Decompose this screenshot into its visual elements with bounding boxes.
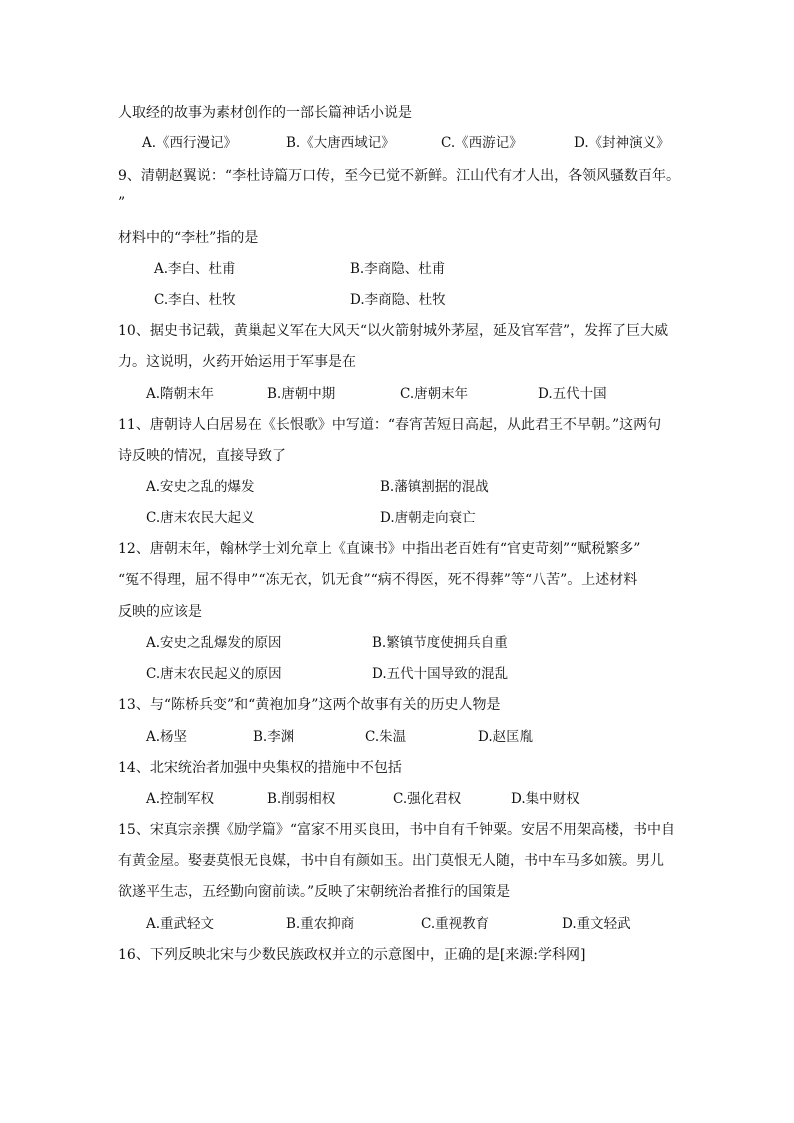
q9-option-a: A.李白、杜甫 xyxy=(154,261,236,277)
q9-option-c: C.李白、杜牧 xyxy=(154,292,236,308)
q9-stem-line-3: 材料中的“李杜”指的是 xyxy=(118,230,259,246)
q11-option-c: C.唐末农民大起义 xyxy=(146,510,255,526)
q15-option-b: B.重农抑商 xyxy=(286,916,355,932)
q15-stem-line-3: 欲遂平生志，五经勤向窗前读。”反映了宋朝统治者推行的国策是 xyxy=(118,884,511,900)
q14-stem-line-1: 14、北宋统治者加强中央集权的措施中不包括 xyxy=(118,760,402,776)
q8-stem-tail: 人取经的故事为素材创作的一部长篇神话小说是 xyxy=(118,105,412,121)
q15-option-c: C.重视教育 xyxy=(421,916,490,932)
q10-option-d: D.五代十国 xyxy=(538,386,607,402)
q10-stem-line-2: 力。这说明，火药开始运用于军事是在 xyxy=(118,354,356,370)
q14-option-d: D.集中财权 xyxy=(511,791,580,807)
q13-option-d: D.赵匡胤 xyxy=(478,729,534,745)
q14-option-b: B.削弱相权 xyxy=(267,791,336,807)
q15-option-a: A.重武轻文 xyxy=(146,916,215,932)
q16-stem-line-1: 16、下列反映北宋与少数民族政权并立的示意图中，正确的是[来源:学科网] xyxy=(118,947,586,963)
q10-option-a: A.隋朝末年 xyxy=(146,386,215,402)
q11-stem-line-2: 诗反映的情况，直接导致了 xyxy=(118,448,286,464)
q11-option-d: D.唐朝走向衰亡 xyxy=(380,510,476,526)
q15-stem-line-1: 15、宋真宗亲撰《励学篇》“富家不用买良田，书中自有千钟粟。安居不用架高楼，书中自 xyxy=(118,822,675,838)
q8-option-a: A.《西行漫记》 xyxy=(142,135,238,151)
q9-stem-line-1: 9、清朝赵翼说：“李杜诗篇万口传，至今已觉不新鲜。江山代有才人出，各领风骚数百年。 xyxy=(118,168,681,184)
q10-stem-line-1: 10、据史书记载，黄巢起义军在大风天“以火箭射城外茅屋，延及官军营”，发挥了巨大威 xyxy=(118,323,669,339)
q13-option-a: A.杨坚 xyxy=(146,729,188,745)
q11-option-a: A.安史之乱的爆发 xyxy=(146,479,255,495)
q12-stem-line-1: 12、唐朝末年，翰林学士刘允章上《直谏书》中指出老百姓有“官吏苛刻”“赋税繁多” xyxy=(118,541,641,557)
q12-stem-line-2: “冤不得理，屈不得申”“冻无衣，饥无食”“病不得医，死不得葬”等“八苦”。上述材料 xyxy=(118,572,638,588)
q12-stem-line-3: 反映的应该是 xyxy=(118,604,202,620)
q9-stem-line-2: ” xyxy=(118,195,126,211)
q11-stem-line-1: 11、唐朝诗人白居易在《长恨歌》中写道：“春宵苦短日高起，从此君王不早朝。”这两句 xyxy=(118,417,662,433)
q12-option-b: B.繁镇节度使拥兵自重 xyxy=(372,635,508,651)
q8-option-c: C.《西游记》 xyxy=(441,135,523,151)
q14-option-a: A.控制军权 xyxy=(146,791,215,807)
q12-option-c: C.唐末农民起义的原因 xyxy=(146,666,282,682)
q9-option-d: D.李商隐、杜牧 xyxy=(350,292,446,308)
q13-option-b: B.李渊 xyxy=(253,729,295,745)
q15-stem-line-2: 有黄金屋。娶妻莫恨无良媒，书中自有颜如玉。出门莫恨无人随，书中车马多如簇。男儿 xyxy=(118,853,664,869)
q11-option-b: B.藩镇割据的混战 xyxy=(380,479,489,495)
q12-option-a: A.安史之乱爆发的原因 xyxy=(146,635,282,651)
q10-option-c: C.唐朝末年 xyxy=(400,386,469,402)
q12-option-d: D.五代十国导致的混乱 xyxy=(372,666,509,682)
q9-option-b: B.李商隐、杜甫 xyxy=(350,261,446,277)
q14-option-c: C.强化君权 xyxy=(393,791,462,807)
q8-option-d: D.《封神演义》 xyxy=(574,135,670,151)
q13-stem-line-1: 13、与“陈桥兵变”和“黄袍加身”这两个故事有关的历史人物是 xyxy=(118,697,501,713)
q15-option-d: D.重文轻武 xyxy=(562,916,631,932)
q13-option-c: C.朱温 xyxy=(365,729,407,745)
q8-option-b: B.《大唐西域记》 xyxy=(286,135,395,151)
q10-option-b: B.唐朝中期 xyxy=(267,386,336,402)
